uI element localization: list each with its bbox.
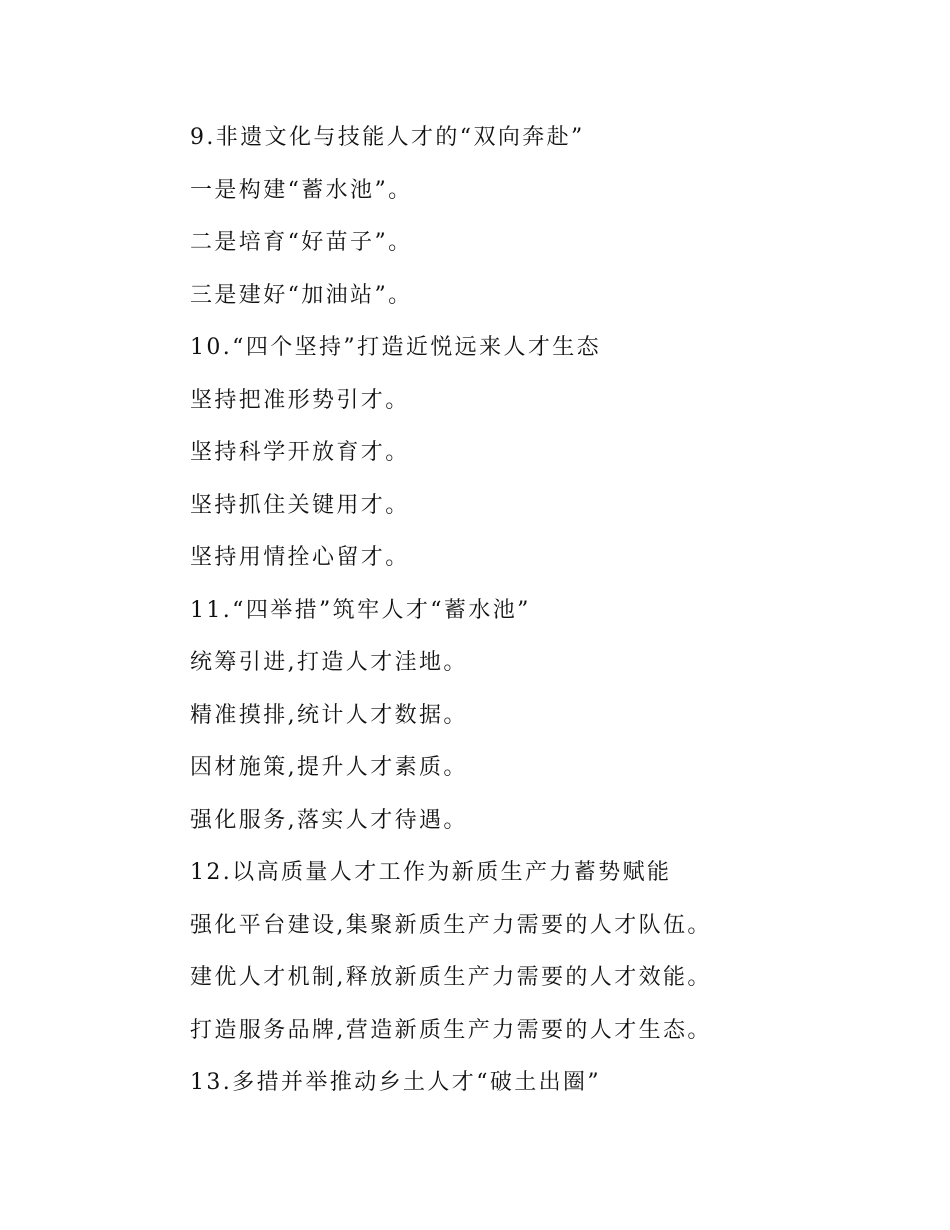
paragraph-line: 坚持科学开放育才。: [190, 440, 410, 465]
paragraph-line: 统筹引进,打造人才洼地。: [190, 650, 468, 675]
document-body: [190, 112, 890, 1110]
section-heading-11: 11.“四举措”筑牢人才“蓄水池”: [190, 597, 531, 623]
paragraph-line: 坚持用情拴心留才。: [190, 545, 410, 570]
paragraph-line: 强化服务,落实人才待遇。: [190, 807, 468, 833]
paragraph-line: 三是建好“加油站”。: [190, 282, 413, 308]
paragraph-line: 因材施策,提升人才素质。: [190, 755, 468, 780]
paragraph-line: 强化平台建设,集聚新质生产力需要的人才队伍。: [190, 912, 712, 938]
section-heading-12: 12.以高质量人才工作为新质生产力蓄势赋能: [190, 860, 672, 885]
paragraph-line: 精准摸排,统计人才数据。: [190, 702, 468, 728]
paragraph-line: 二是培育“好苗子”。: [190, 230, 413, 255]
paragraph-line: 打造服务品牌,营造新质生产力需要的人才生态。: [190, 1017, 712, 1043]
paragraph-line: 坚持把准形势引才。: [190, 387, 410, 413]
paragraph-line: 建优人才机制,释放新质生产力需要的人才效能。: [190, 965, 712, 990]
paragraph-line: 一是构建“蓄水池”。: [190, 177, 413, 203]
section-heading-9: 9.非遗文化与技能人才的“双向奔赴”: [190, 125, 585, 150]
section-heading-10: 10.“四个坚持”打造近悦远来人才生态: [190, 335, 602, 360]
paragraph-line: 坚持抓住关键用才。: [190, 492, 410, 518]
section-heading-13: 13.多措并举推动乡土人才“破土出圈”: [190, 1070, 602, 1095]
